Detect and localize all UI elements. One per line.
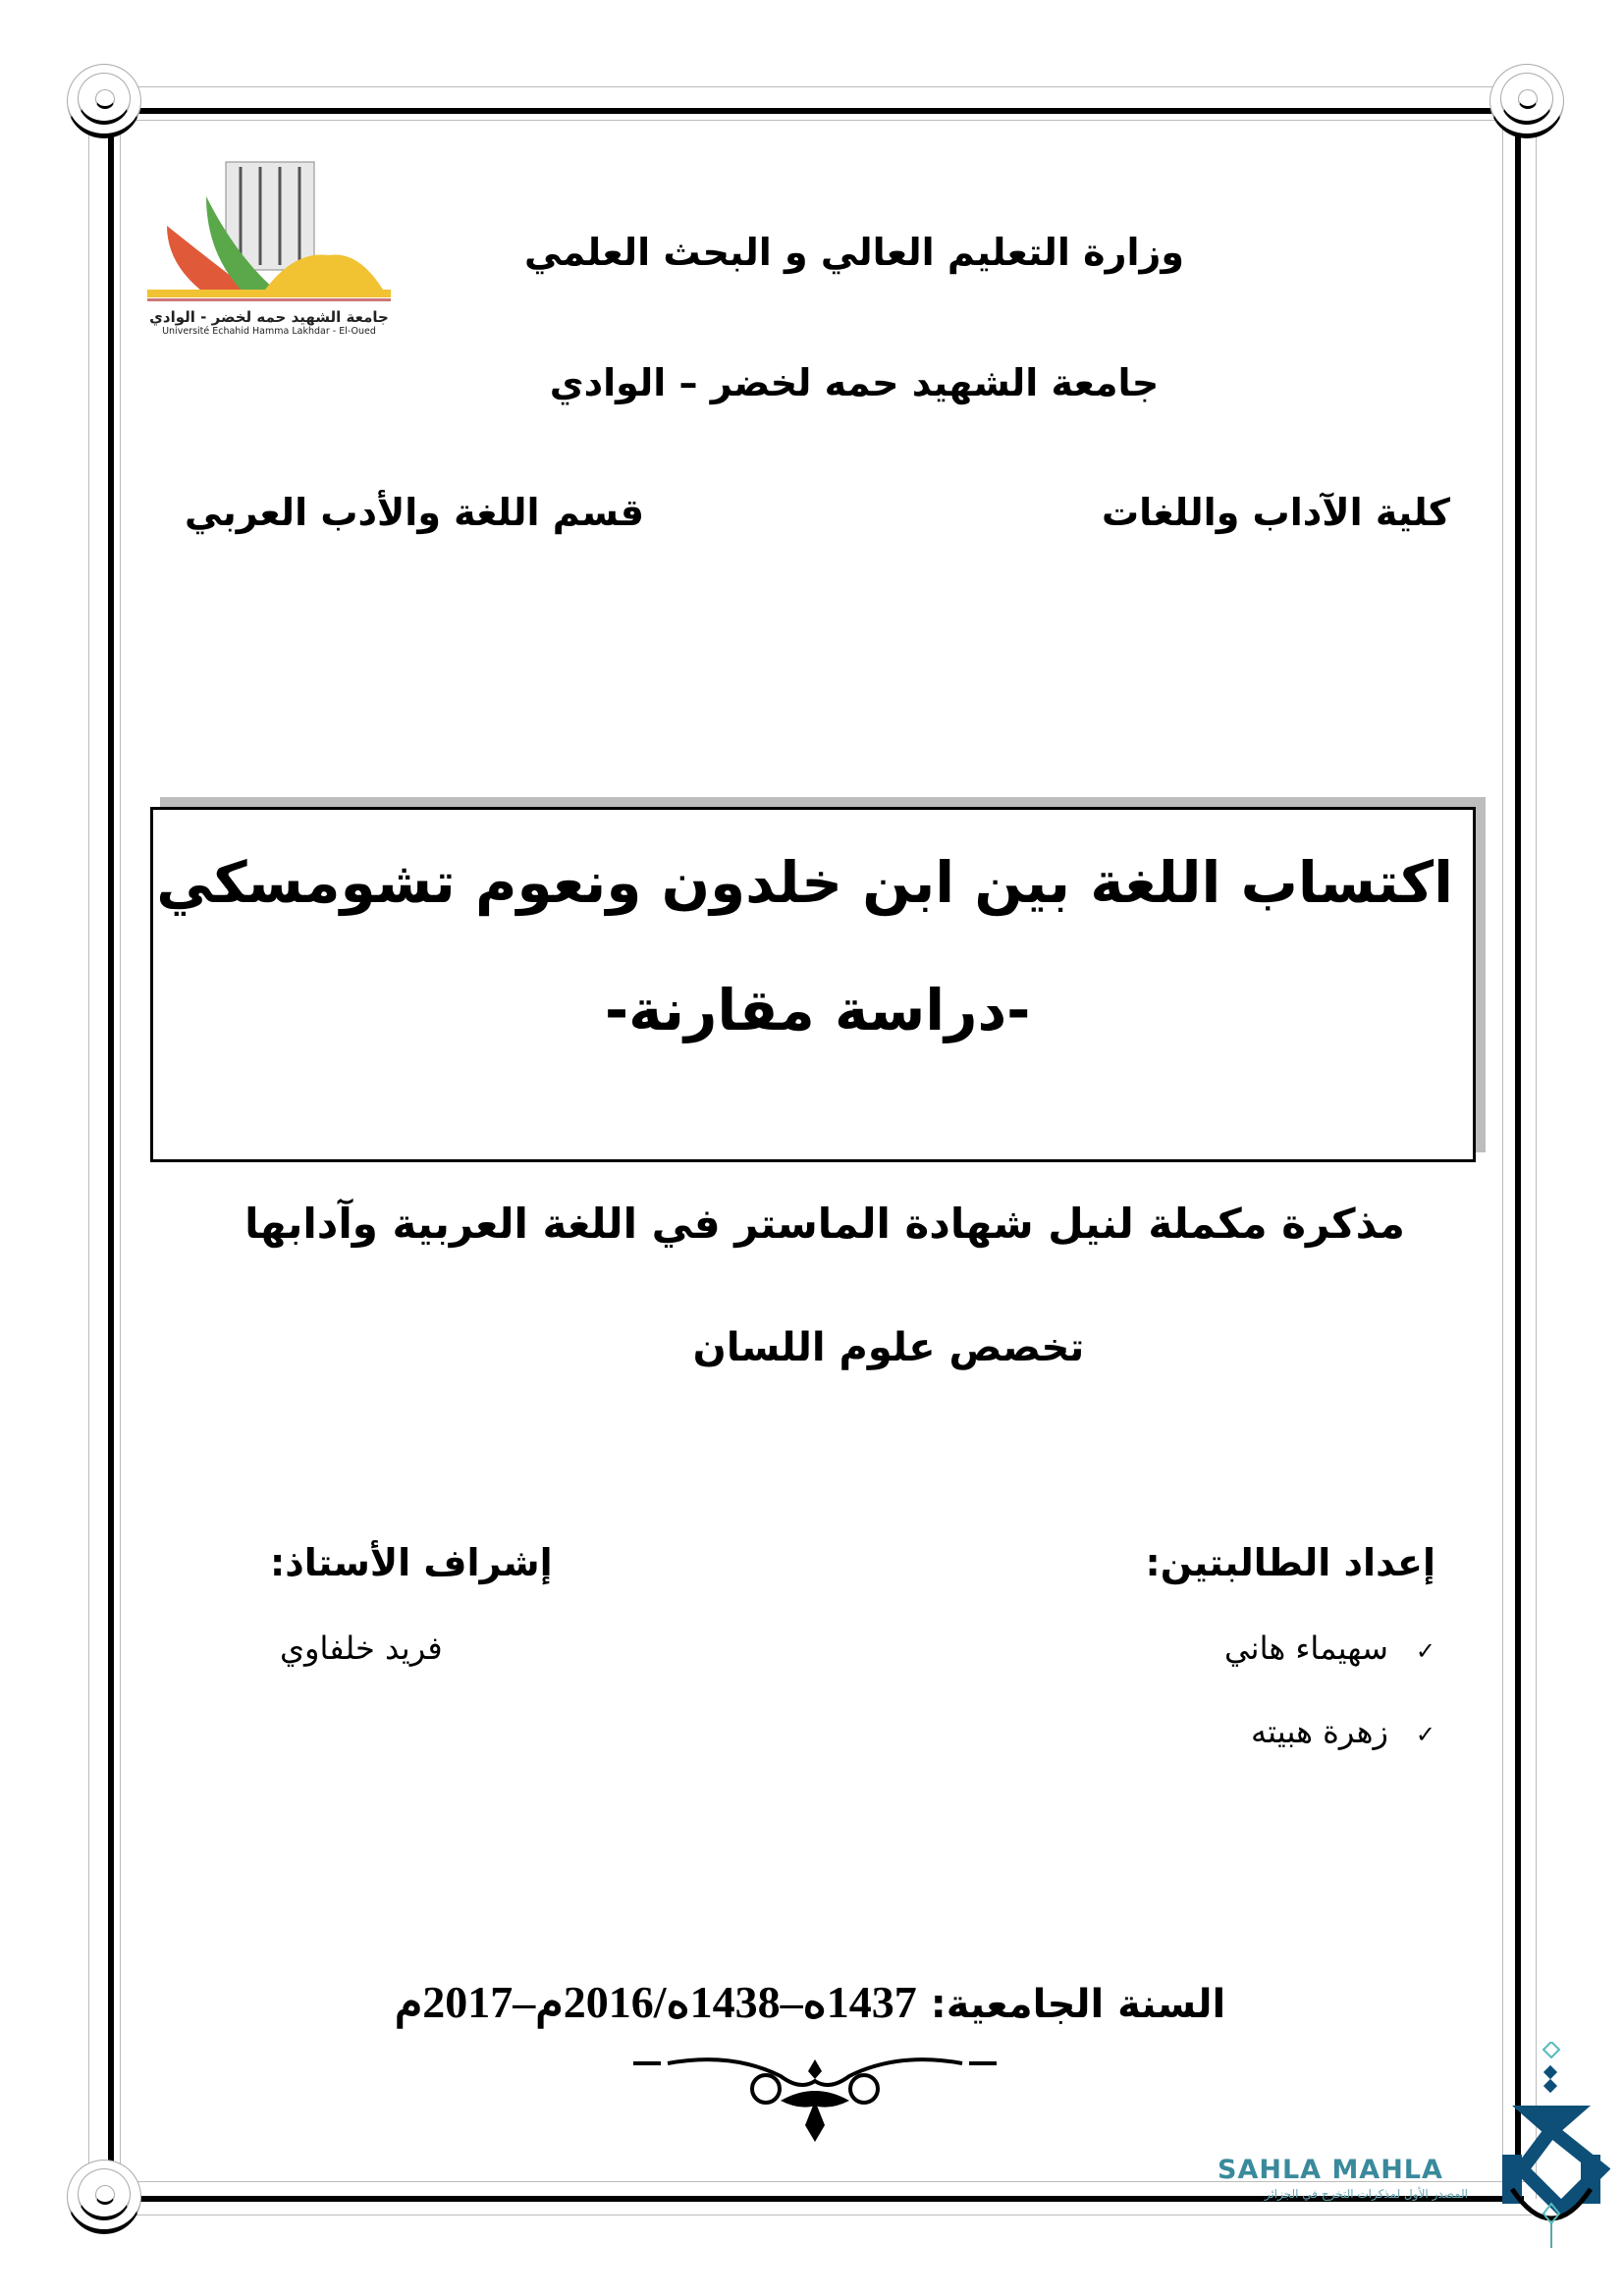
supervisor-name: فريد خلفاوي [280,1629,443,1667]
department-name: قسم اللغة والأدب العربي [185,491,645,534]
academic-year-label: السنة الجامعية: [930,1982,1226,2027]
watermark-brand: SAHLA MAHLA [1218,2155,1443,2185]
specialty: تخصص علوم اللسان [692,1325,1085,1370]
student-item [1251,1713,1435,1750]
corner-ornament-icon [1489,64,1564,138]
academic-year-value: 1437ه–1438ه/2016م–2017م [394,1977,917,2027]
logo-name-fr: Université Echahid Hamma Lakhdar - El-Oued [162,326,376,337]
student-item [1224,1629,1435,1667]
faculty-name: كلية الآداب واللغات [1102,491,1450,534]
title-box [150,807,1476,1162]
university-name: جامعة الشهيد حمه لخضر – الوادي [549,361,1160,404]
watermark-tagline: المصدر الأول لمذكرات التخرج في الجزائر [1264,2187,1468,2201]
supervisor-label: إشراف الأستاذ: [270,1541,553,1584]
degree-statement: مذكرة مكملة لنيل شهادة الماستر في اللغة العربية وآدابها [244,1200,1405,1248]
thesis-subtitle: -دراسة مقارنة- [605,977,1031,1043]
check-icon: ✓ [1415,1721,1435,1748]
corner-ornament-icon [67,2160,141,2234]
sahla-mahla-watermark [1208,2042,1624,2296]
student-name: زهرة هبيته [1250,1713,1388,1750]
ministry-name: وزارة التعليم العالي و البحث العلمي [524,231,1184,274]
academic-year [393,1975,1227,2028]
student-name: سهيماء هاني [1224,1629,1388,1667]
check-icon: ✓ [1415,1637,1435,1665]
students-label: إعداد الطالبتين: [1145,1541,1435,1584]
university-logo [147,157,391,353]
watermark-calligraphy-icon [1483,2042,1610,2253]
thesis-title: اكتساب اللغة بين ابن خلدون ونعوم تشومسكي [156,849,1453,916]
logo-name-ar: جامعة الشهيد حمه لخضر - الوادي [149,308,389,326]
flourish-ornament-icon [633,2052,997,2145]
corner-ornament-icon [67,64,141,138]
